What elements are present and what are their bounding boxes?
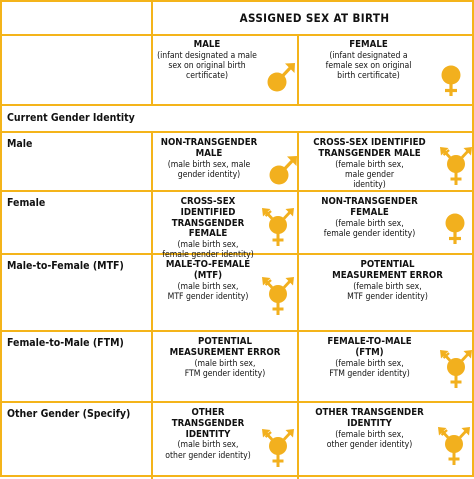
- female-header-desc: (infant designated a female sex on original birth certificate): [325, 50, 412, 82]
- cell-female-female: [299, 192, 474, 255]
- cell-desc: (female birth sex, MTF gender identity): [347, 281, 428, 302]
- female-header-title: FEMALE: [349, 39, 388, 50]
- cell-title: MALE-TO-FEMALE (MTF): [165, 259, 251, 281]
- row-label-male: Male: [2, 133, 153, 192]
- cell-other-female: [299, 403, 474, 479]
- transgender-icon: [439, 348, 473, 390]
- male-header-title: MALE: [193, 39, 221, 50]
- cell-desc: (male birth sex, MTF gender identity): [167, 281, 249, 302]
- female-icon: [439, 210, 471, 246]
- cell-title: FEMALE-TO-MALE (FTM): [327, 336, 412, 358]
- cell-male-male: [153, 133, 299, 192]
- male-icon: [265, 153, 299, 189]
- transgender-icon: [261, 275, 295, 317]
- cell-desc: (male birth sex, female gender identity): [162, 240, 254, 261]
- transgender-icon: [437, 425, 471, 467]
- transgender-icon: [261, 206, 295, 248]
- cell-ftm-female: [299, 332, 474, 403]
- row-label-ftm: Female-to-Male (FTM): [2, 332, 153, 403]
- female-birth-header: [299, 36, 474, 106]
- cell-desc: (male birth sex, other gender identity): [165, 440, 251, 461]
- cell-desc: (female birth sex, other gender identity): [326, 429, 413, 450]
- corner-cell: [2, 2, 153, 36]
- transgender-icon: [261, 427, 295, 469]
- section-label: Current Gender Identity: [2, 106, 474, 133]
- cell-mtf-female: [299, 255, 474, 332]
- cell-title: NON-TRANSGENDER FEMALE: [321, 196, 418, 218]
- transgender-icon: [439, 145, 473, 187]
- cell-title: OTHER TRANSGENDER IDENTITY: [171, 407, 245, 440]
- cell-title: POTENTIAL MEASUREMENT ERROR: [332, 259, 443, 281]
- cell-other-male: [153, 403, 299, 479]
- cell-title: OTHER TRANSGENDER IDENTITY: [315, 407, 424, 429]
- cell-desc: (female birth sex, FTM gender identity): [329, 358, 410, 379]
- cell-desc: (male birth sex, male gender identity): [167, 159, 251, 180]
- row-label-mtf: Male-to-Female (MTF): [2, 255, 153, 332]
- cell-desc: (female birth sex, female gender identity): [323, 218, 416, 239]
- cell-ftm-male: [153, 332, 299, 403]
- male-birth-header: [153, 36, 299, 106]
- cell-title: CROSS-SEX IDENTIFIED TRANSGENDER MALE: [313, 137, 426, 159]
- cell-mtf-male: [153, 255, 299, 332]
- male-header-desc: (infant designated a male sex on original birth certificate): [157, 50, 257, 82]
- cell-title: NON-TRANSGENDER MALE: [160, 137, 258, 159]
- cell-desc: (male birth sex, FTM gender identity): [184, 358, 266, 379]
- cell-title: POTENTIAL MEASUREMENT ERROR: [169, 336, 281, 358]
- cell-desc: (female birth sex, male gender identity): [335, 159, 404, 190]
- assigned-sex-header: ASSIGNED SEX AT BIRTH: [153, 2, 474, 36]
- male-icon: [263, 60, 297, 96]
- corner-cell-2: [2, 36, 153, 106]
- row-label-female: Female: [2, 192, 153, 255]
- cell-male-female: [299, 133, 474, 192]
- female-icon: [435, 62, 467, 98]
- row-label-other: Other Gender (Specify): [2, 403, 153, 479]
- cell-title: CROSS-SEX IDENTIFIED TRANSGENDER FEMALE: [171, 196, 245, 240]
- cell-female-male: [153, 192, 299, 261]
